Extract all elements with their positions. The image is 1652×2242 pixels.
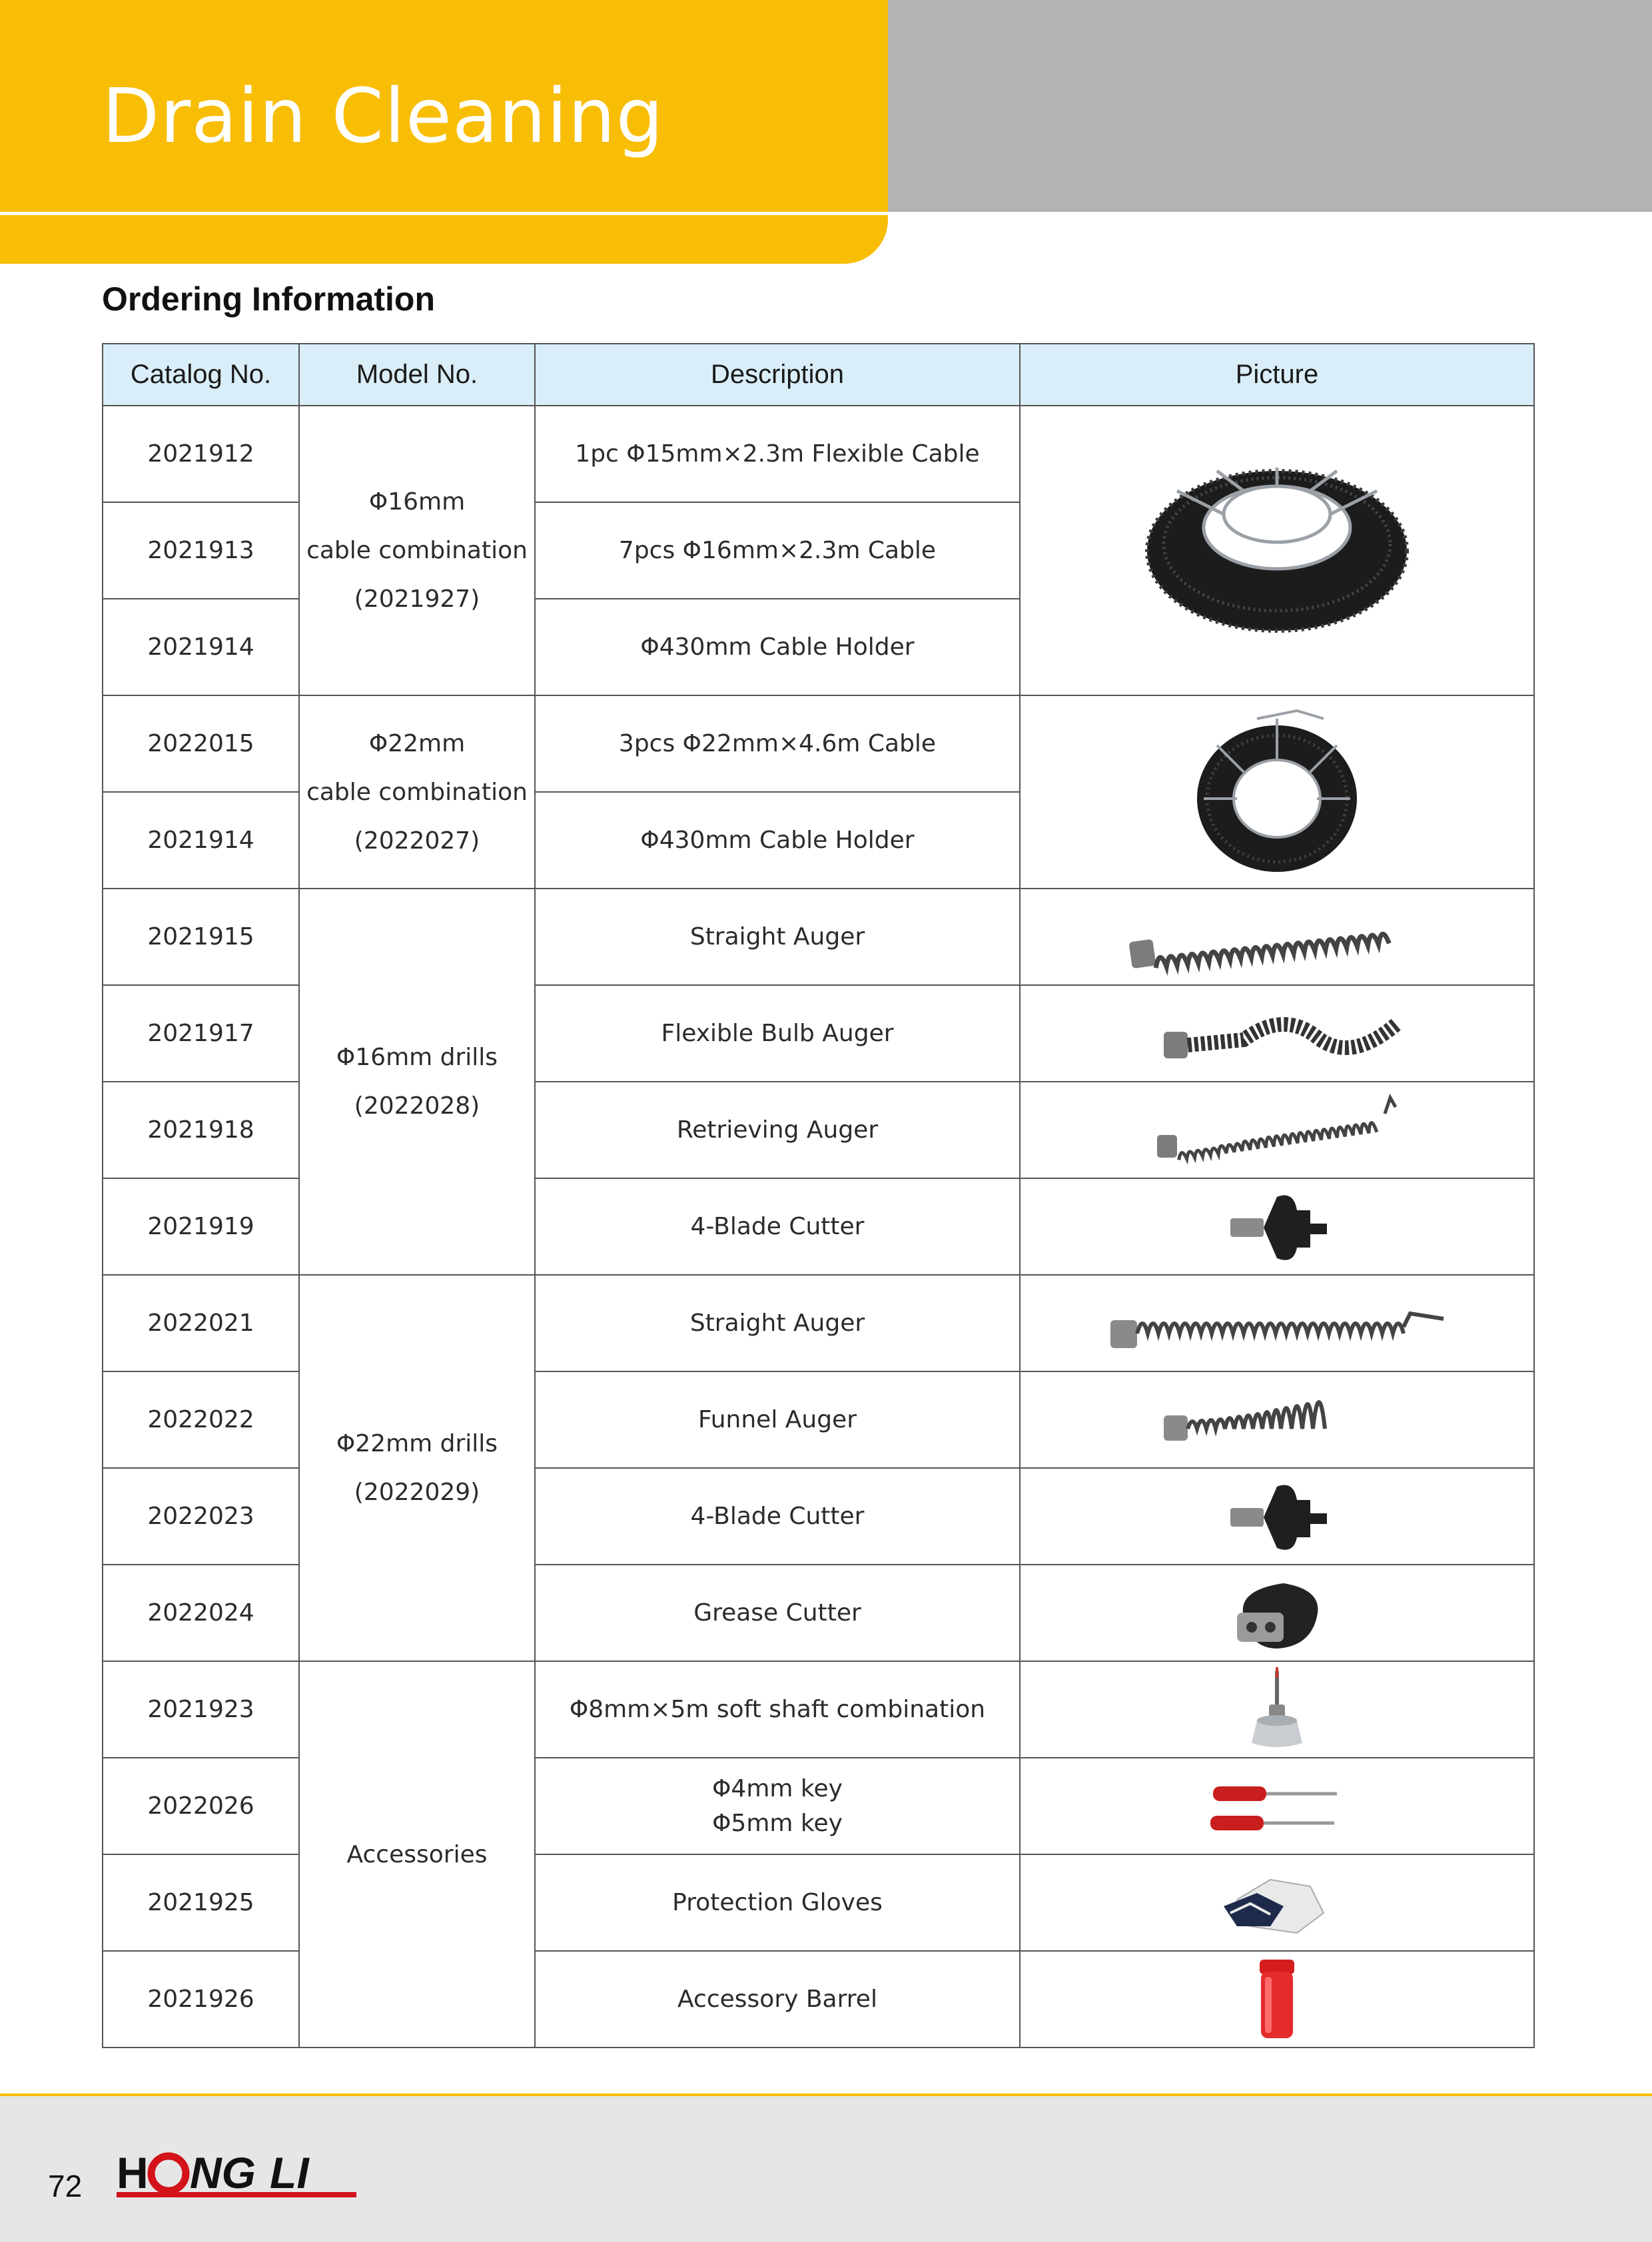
picture-cell: [1020, 1758, 1534, 1854]
catalog-cell: 2021926: [103, 1951, 299, 2048]
model-line: Accessories: [346, 1840, 488, 1868]
brand-logo: [117, 2148, 356, 2201]
description-cell: [535, 1468, 1020, 1565]
description-cell: [535, 406, 1020, 502]
section-title: Ordering Information: [102, 280, 435, 318]
catalog-cell: 2021915: [103, 889, 299, 985]
catalog-cell: 2022026: [103, 1758, 299, 1854]
picture-cell: [1020, 889, 1534, 985]
header-gray-band: [888, 0, 1652, 212]
model-cell: [299, 1275, 535, 1661]
description-cell: [535, 1565, 1020, 1661]
picture-cell: [1020, 695, 1534, 889]
description-cell: [535, 502, 1020, 599]
description-cell: [535, 1951, 1020, 2048]
model-cell: [299, 695, 535, 889]
soft-shaft-image: [1210, 1665, 1344, 1755]
catalog-cell: 2021919: [103, 1178, 299, 1275]
bulb-auger-image: [1137, 990, 1417, 1077]
description-text: Protection Gloves: [672, 1888, 883, 1916]
description-cell: [535, 1082, 1020, 1178]
description-text: Φ4mm key: [712, 1774, 843, 1802]
four-blade-cutter-image: [1210, 1184, 1344, 1270]
model-line: Φ16mm: [368, 488, 466, 516]
funnel-auger-image: [1137, 1377, 1417, 1463]
picture-cell: [1020, 1468, 1534, 1565]
catalog-cell: 2022015: [103, 695, 299, 792]
picture-cell: [1020, 1082, 1534, 1178]
description-text: 1pc Φ15mm×2.3m Flexible Cable: [575, 440, 980, 468]
description-text: Straight Auger: [689, 1309, 865, 1337]
catalog-cell: 2022022: [103, 1371, 299, 1468]
model-line: cable combination: [306, 537, 528, 564]
description-cell: [535, 599, 1020, 695]
footer-divider: [0, 2093, 1652, 2096]
header-model: Model No.: [299, 344, 535, 406]
description-cell: [535, 1661, 1020, 1758]
description-text: 7pcs Φ16mm×2.3m Cable: [618, 536, 937, 564]
description-text: Φ5mm key: [712, 1809, 843, 1837]
catalog-cell: 2021914: [103, 599, 299, 695]
picture-cell: [1020, 1854, 1534, 1951]
cable-coil-large-image: [1137, 451, 1417, 651]
model-cell: [299, 406, 535, 695]
straight-auger-image: [1097, 1280, 1457, 1367]
description-text: 4-Blade Cutter: [690, 1502, 865, 1530]
page-title: Drain Cleaning: [102, 73, 664, 160]
model-line: Φ16mm drills: [336, 1044, 498, 1071]
picture-cell: [1020, 985, 1534, 1082]
description-text: Accessory Barrel: [677, 1985, 877, 2013]
model-line: (2022027): [354, 827, 480, 855]
description-cell: [535, 1371, 1020, 1468]
description-text: Straight Auger: [689, 923, 865, 950]
picture-cell: [1020, 1565, 1534, 1661]
model-line: cable combination: [306, 778, 528, 806]
header-description: Description: [535, 344, 1020, 406]
catalog-cell: 2021925: [103, 1854, 299, 1951]
model-line: Φ22mm: [368, 729, 466, 757]
table-row: [103, 406, 1534, 502]
model-line: (2022029): [354, 1479, 480, 1506]
description-text: Funnel Auger: [697, 1405, 857, 1433]
model-cell: [299, 889, 535, 1275]
model-line: (2022028): [354, 1092, 480, 1120]
model-cell: [299, 1661, 535, 2048]
table-header-row: [103, 344, 1534, 406]
picture-cell: [1020, 1371, 1534, 1468]
header-divider: [0, 212, 888, 215]
svg-text:H: H: [117, 2148, 149, 2197]
picture-cell: [1020, 1951, 1534, 2048]
description-text: Grease Cutter: [693, 1599, 861, 1627]
description-cell: [535, 889, 1020, 985]
picture-cell: [1020, 1661, 1534, 1758]
grease-cutter-image: [1210, 1570, 1344, 1657]
catalog-cell: 2021913: [103, 502, 299, 599]
picture-cell: [1020, 1275, 1534, 1371]
description-cell: [535, 695, 1020, 792]
table-row: [103, 889, 1534, 985]
catalog-cell: 2022023: [103, 1468, 299, 1565]
table-row: [103, 1275, 1534, 1371]
description-cell: [535, 1178, 1020, 1275]
catalog-cell: 2021918: [103, 1082, 299, 1178]
model-line: (2021927): [354, 585, 480, 613]
description-text: Φ430mm Cable Holder: [640, 633, 915, 661]
table-row: [103, 1661, 1534, 1758]
description-text: 4-Blade Cutter: [690, 1212, 865, 1240]
header-catalog: Catalog No.: [103, 344, 299, 406]
description-text: Flexible Bulb Auger: [661, 1019, 894, 1047]
description-text: Φ430mm Cable Holder: [640, 826, 915, 854]
catalog-cell: 2022024: [103, 1565, 299, 1661]
four-blade-cutter-image: [1210, 1473, 1344, 1560]
screwdriver-keys-image: [1204, 1766, 1350, 1846]
catalog-cell: 2021917: [103, 985, 299, 1082]
catalog-cell: 2021912: [103, 406, 299, 502]
picture-cell: [1020, 406, 1534, 695]
description-text: 3pcs Φ22mm×4.6m Cable: [618, 729, 937, 757]
catalog-cell: 2022021: [103, 1275, 299, 1371]
description-text: Φ8mm×5m soft shaft combination: [569, 1695, 986, 1723]
model-line: Φ22mm drills: [336, 1430, 498, 1457]
catalog-cell: 2021923: [103, 1661, 299, 1758]
page-number: 72: [48, 2169, 83, 2203]
catalog-cell: 2021914: [103, 792, 299, 889]
gloves-image: [1210, 1860, 1344, 1946]
straight-auger-image: [1117, 894, 1437, 980]
description-cell: [535, 1275, 1020, 1371]
header-picture: Picture: [1020, 344, 1534, 406]
description-cell: [535, 1854, 1020, 1951]
picture-cell: [1020, 1178, 1534, 1275]
description-cell: [535, 985, 1020, 1082]
barrel-image: [1237, 1954, 1317, 2045]
cable-coil-small-image: [1190, 705, 1364, 879]
retrieving-auger-image: [1137, 1087, 1417, 1174]
svg-text:LI: LI: [270, 2148, 309, 2197]
description-cell: [535, 1758, 1020, 1854]
description-cell: [535, 792, 1020, 889]
description-text: Retrieving Auger: [676, 1116, 879, 1144]
ordering-table: [102, 343, 1535, 2048]
svg-text:NG: NG: [190, 2148, 256, 2197]
table-row: [103, 695, 1534, 792]
